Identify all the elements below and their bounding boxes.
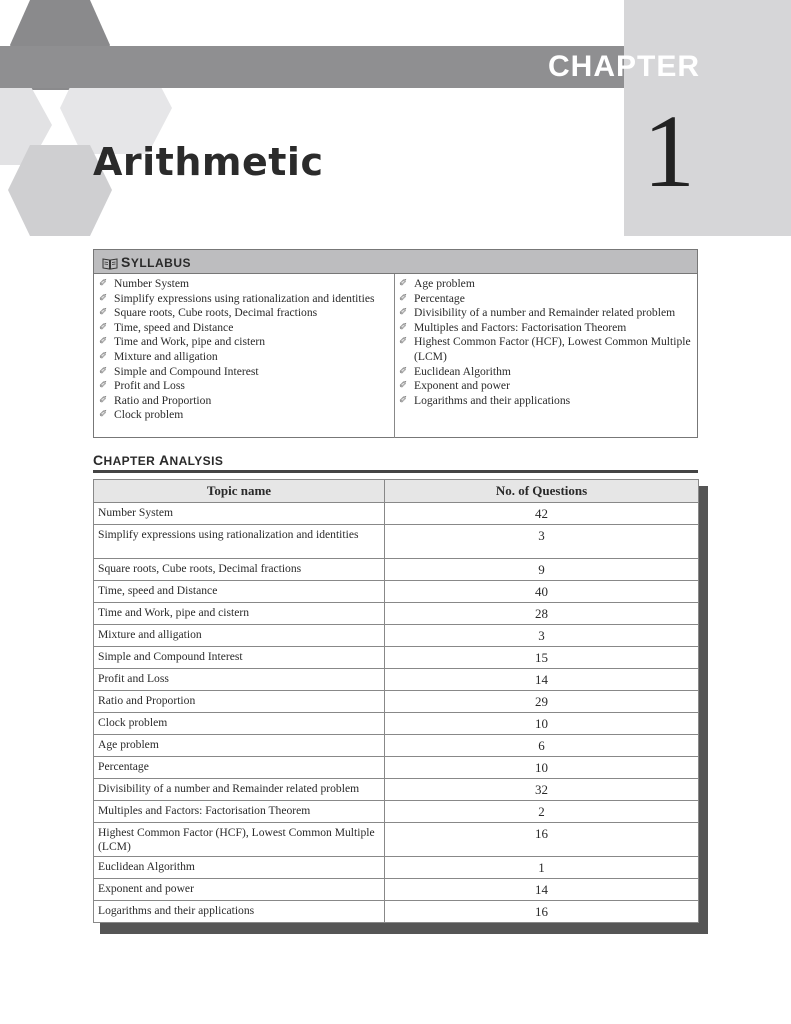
pencil-icon: ✐ — [99, 350, 108, 362]
syllabus-item: ✐ Euclidean Algorithm — [399, 364, 511, 378]
table-row: Euclidean Algorithm 1 — [94, 857, 699, 879]
pencil-icon: ✐ — [399, 321, 408, 333]
table-row: Number System 42 — [94, 503, 699, 525]
syllabus-item: ✐ Age problem — [399, 277, 475, 290]
syllabus-item: ✐ Time, speed and Distance — [99, 320, 234, 334]
pencil-icon: ✐ — [99, 394, 108, 406]
table-row: Time and Work, pipe and cistern 28 — [94, 603, 699, 625]
table-row: Clock problem 10 — [94, 713, 699, 735]
table-row: Exponent and power 14 — [94, 879, 699, 901]
table-row: Mixture and alligation 3 — [94, 625, 699, 647]
syllabus-item: ✐ Number System — [99, 277, 190, 290]
syllabus-box — [93, 249, 698, 438]
pencil-icon: ✐ — [99, 365, 108, 377]
pencil-icon: ✐ — [99, 336, 108, 348]
syllabus-item: ✐ Logarithms and their applications — [399, 393, 571, 407]
table-row: Logarithms and their applications 16 — [94, 901, 699, 923]
syllabus-item: ✐ Highest Common Factor (HCF), Lowest Common Multiple (LCM) — [399, 335, 691, 363]
table-row: Percentage 10 — [94, 757, 699, 779]
syllabus-item: ✐ Clock problem — [99, 408, 184, 422]
pencil-icon: ✐ — [399, 365, 408, 377]
chapter-analysis-table — [93, 479, 699, 923]
pencil-icon: ✐ — [399, 380, 408, 392]
syllabus-item: ✐ Simplify expressions using rationalization and identities — [99, 291, 375, 305]
chapter-label: CHAPTER — [547, 50, 700, 83]
syllabus-item: ✐ Ratio and Proportion — [99, 393, 212, 407]
syllabus-item: ✐ Divisibility of a number and Remainder related problem — [399, 306, 676, 320]
pencil-icon: ✐ — [399, 307, 408, 319]
table-row: Profit and Loss 14 — [94, 669, 699, 691]
syllabus-heading-first: S — [121, 254, 131, 270]
pencil-icon: ✐ — [99, 278, 108, 289]
pencil-icon: ✐ — [399, 292, 408, 304]
hexagon-decoration — [0, 0, 180, 240]
table-row: Square roots, Cube roots, Decimal fractions 9 — [94, 559, 699, 581]
syllabus-item: ✐ Multiples and Factors: Factorisation Theorem — [399, 320, 627, 334]
table-row: Highest Common Factor (HCF), Lowest Common Multiple (LCM) 16 — [94, 823, 699, 857]
chapter-number: 1 — [643, 94, 695, 209]
table-row: Time, speed and Distance 40 — [94, 581, 699, 603]
syllabus-item: ✐ Exponent and power — [399, 379, 510, 393]
pencil-icon: ✐ — [99, 321, 108, 333]
table-row: Simplify expressions using rationalization and identities 3 — [94, 525, 699, 559]
syllabus-item: ✐ Time and Work, pipe and cistern — [99, 335, 266, 349]
pencil-icon: ✐ — [99, 380, 108, 392]
syllabus-item: ✐ Square roots, Cube roots, Decimal fractions — [99, 306, 318, 320]
pencil-icon: ✐ — [399, 394, 408, 406]
pencil-icon: ✐ — [399, 278, 408, 289]
syllabus-item: ✐ Percentage — [399, 291, 465, 305]
syllabus-left-column — [94, 274, 395, 438]
syllabus-item: ✐ Profit and Loss — [99, 379, 185, 393]
syllabus-item: ✐ Mixture and alligation — [99, 349, 218, 363]
syllabus-right-column — [395, 274, 697, 438]
column-header-questions: No. of Questions — [385, 480, 699, 503]
table-row: Multiples and Factors: Factorisation Theorem 2 — [94, 801, 699, 823]
pencil-icon: ✐ — [99, 307, 108, 319]
pencil-icon: ✐ — [99, 292, 108, 304]
table-row: Simple and Compound Interest 15 — [94, 647, 699, 669]
table-row: Divisibility of a number and Remainder related problem 32 — [94, 779, 699, 801]
pencil-icon: ✐ — [399, 336, 408, 348]
syllabus-heading-rest: YLLABUS — [130, 256, 192, 270]
column-header-topic: Topic name — [94, 480, 385, 503]
syllabus-heading — [94, 250, 697, 274]
table-row: Age problem 6 — [94, 735, 699, 757]
page-title: Arithmetic — [93, 140, 324, 184]
table-row: Ratio and Proportion 29 — [94, 691, 699, 713]
book-icon — [102, 257, 118, 270]
chapter-analysis-heading: CHAPTER ANALYSIS — [93, 452, 698, 473]
pencil-icon: ✐ — [99, 409, 108, 421]
syllabus-item: ✐ Simple and Compound Interest — [99, 364, 259, 378]
